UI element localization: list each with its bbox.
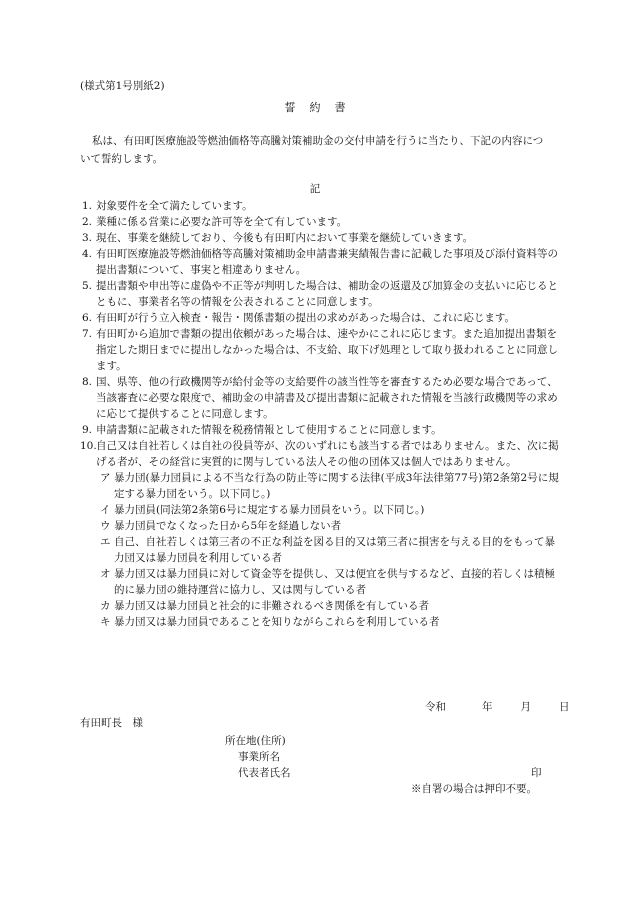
pledge-item-10 — [80, 438, 560, 470]
pledge-items — [80, 198, 560, 630]
pledge-item-8 — [80, 374, 560, 422]
sub-item-ki — [80, 614, 560, 630]
item-number: 6. — [81, 312, 92, 324]
item-text: 有田町から追加で書類の提出依頼があった場合は、速やかにこれに応じます。また追加提出書類を指定した期日までに提出しなかった場合は、不支給、取下げ処理として取り扱われることに同意します。 — [96, 328, 558, 372]
pledge-item-9 — [80, 422, 560, 438]
item-number: 1. — [81, 200, 92, 212]
ki-heading: 記 — [309, 183, 321, 195]
item-text: 現在、事業を継続しており、今後も有田町内において事業を継続していきます。 — [96, 232, 474, 244]
addressee: 有田町長 様 — [80, 717, 143, 729]
date-year: 年 — [482, 701, 493, 713]
item-number: 8. — [81, 376, 92, 388]
sub-item-marker: ア — [100, 472, 111, 484]
sub-item-ka — [80, 598, 560, 614]
seal-note: ※自署の場合は押印不要。 — [411, 783, 537, 795]
date-era: 令和 — [425, 701, 446, 713]
sub-item-text: 暴力団又は暴力団員に対して資金等を提供し、又は便宜を供与するなど、直接的若しくは積極的に暴力団の維持運営に協力し、又は関与している者 — [114, 568, 555, 596]
pledge-item-4 — [80, 246, 560, 278]
sub-item-text: 暴力団又は暴力団員であることを知りながらこれらを利用している者 — [114, 616, 440, 628]
pledge-item-3 — [80, 230, 560, 246]
business-name-label: 事業所名 — [238, 751, 280, 763]
item-number: 10. — [80, 440, 97, 452]
pledge-item-6 — [80, 310, 560, 326]
item-text: 提出書類や申出等に虚偽や不正等が判明した場合は、補助金の返還及び加算金の支払いに応じるとともに、事業者名等の情報を公表されることに同意します。 — [96, 280, 558, 308]
date-line — [425, 700, 570, 715]
item-number: 4. — [81, 248, 92, 260]
seal-mark: 印 — [531, 767, 542, 779]
sub-item-e — [80, 534, 560, 566]
item-number: 3. — [81, 232, 92, 244]
item-number: 7. — [81, 328, 92, 340]
pledge-item-5 — [80, 278, 560, 310]
sub-item-o — [80, 566, 560, 598]
item-number: 2. — [81, 216, 92, 228]
form-number: (様式第1号別紙2) — [80, 80, 165, 92]
item-number: 5. — [81, 280, 92, 292]
date-month: 月 — [520, 701, 531, 713]
sub-item-marker: エ — [100, 536, 111, 548]
sub-item-text: 自己、自社若しくは第三者の不正な利益を図る目的又は第三者に損害を与える目的をもって暴力団又は暴力団員を利用している者 — [114, 536, 555, 564]
date-day: 日 — [559, 701, 570, 713]
sub-item-marker: キ — [100, 616, 111, 628]
document-title: 誓約書 — [284, 101, 360, 114]
sub-item-u — [80, 518, 560, 534]
sub-item-text: 暴力団(暴力団員による不当な行為の防止等に関する法律(平成3年法律第77号)第2条第2号に規定する暴力団をいう。以下同じ。) — [114, 472, 559, 500]
item-text: 業種に係る営業に必要な許可等を全て有しています。 — [96, 216, 348, 228]
sub-item-text: 暴力団員でなくなった日から5年を経過しない者 — [114, 520, 342, 532]
item-text: 自己又は自社若しくは自社の役員等が、次のいずれにも該当する者ではありません。また、次に掲げる者が、その経営に実質的に関与している法人その他の団体又は個人ではありません。 — [96, 440, 559, 468]
sub-item-marker: カ — [100, 600, 111, 612]
pledge-item-2 — [80, 214, 560, 230]
pledge-item-1 — [80, 198, 560, 214]
item-text: 有田町医療施設等燃油価格等高騰対策補助金申請書兼実績報告書に記載した事項及び添付資料等の提出書類について、事実と相違ありません。 — [96, 248, 558, 276]
sub-item-a — [80, 470, 560, 502]
item-text: 有田町が行う立入検査・報告・関係書類の提出の求めがあった場合は、これに応じます。 — [96, 312, 516, 324]
sub-item-marker: オ — [100, 568, 111, 580]
pledge-item-7 — [80, 326, 560, 374]
sub-item-text: 暴力団員(同法第2条第6号に規定する暴力団員をいう。以下同じ。) — [114, 504, 425, 516]
intro-paragraph: 私は、有田町医療施設等燃油価格等高騰対策補助金の交付申請を行うに当たり、下記の内容について誓約します。 — [80, 135, 544, 165]
item-text: 申請書類に記載された情報を税務情報として使用することに同意します。 — [96, 424, 442, 436]
sub-item-text: 暴力団又は暴力団員と社会的に非難されるべき関係を有している者 — [114, 600, 429, 612]
item-text: 対象要件を全て満たしています。 — [96, 200, 253, 212]
representative-name-label: 代表者氏名 — [238, 767, 291, 779]
item-number: 9. — [81, 424, 92, 436]
item-text: 国、県等、他の行政機関等が給付金等の支給要件の該当性等を審査するため必要な場合であって、当該審査に必要な限度で、補助金の申請書及び提出書類に記載された情報を当該行政機関等の求めに応じて提供することに同意します。 — [96, 376, 558, 420]
sub-item-marker: ウ — [100, 520, 111, 532]
sub-item-marker: イ — [100, 504, 111, 516]
address-label: 所在地(住所) — [225, 735, 286, 747]
sub-item-i — [80, 502, 560, 518]
